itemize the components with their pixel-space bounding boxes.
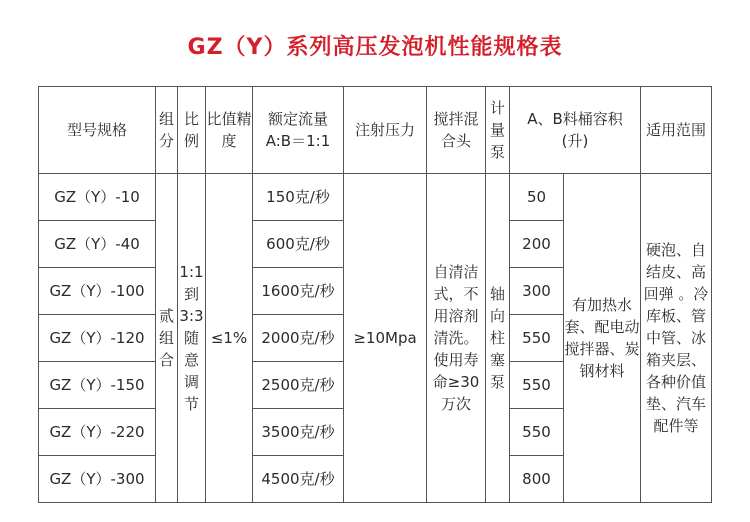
header-flow: 额定流量 A:B＝1:1 — [253, 87, 344, 174]
model-cell: GZ（Y）-10 — [39, 174, 156, 221]
header-ratio: 比 例 — [178, 87, 206, 174]
header-volume: A、B料桶容积 (升) — [510, 87, 641, 174]
header-mixer: 搅拌混 合头 — [427, 87, 486, 174]
flow-cell: 4500克/秒 — [253, 456, 344, 503]
flow-cell: 2500克/秒 — [253, 362, 344, 409]
model-cell: GZ（Y）-40 — [39, 221, 156, 268]
model-cell: GZ（Y）-220 — [39, 409, 156, 456]
volume-cell: 550 — [510, 409, 564, 456]
volume-cell: 800 — [510, 456, 564, 503]
header-group: 组 分 — [156, 87, 178, 174]
flow-cell: 2000克/秒 — [253, 315, 344, 362]
volume-cell: 200 — [510, 221, 564, 268]
model-cell: GZ（Y）-300 — [39, 456, 156, 503]
header-usage: 适用范围 — [641, 87, 712, 174]
model-cell: GZ（Y）-150 — [39, 362, 156, 409]
spec-table — [38, 86, 712, 503]
tank-note-cell: 有加热水 套、配电动 搅拌器、炭 钢材料 — [564, 174, 641, 503]
volume-cell: 300 — [510, 268, 564, 315]
model-cell: GZ（Y）-120 — [39, 315, 156, 362]
flow-cell: 150克/秒 — [253, 174, 344, 221]
usage-cell: 硬泡、自 结皮、高 回弹 。冷 库板、管 中管、冰 箱夹层、 各种价值 垫、汽车 配件等 — [641, 174, 712, 503]
header-pump: 计 量 泵 — [486, 87, 510, 174]
volume-cell: 550 — [510, 315, 564, 362]
model-cell: GZ（Y）-100 — [39, 268, 156, 315]
group-cell: 贰 组 合 — [156, 174, 178, 503]
volume-cell: 50 — [510, 174, 564, 221]
header-model: 型号规格 — [39, 87, 156, 174]
pump-cell: 轴 向 柱 塞 泵 — [486, 174, 510, 503]
flow-cell: 1600克/秒 — [253, 268, 344, 315]
volume-cell: 550 — [510, 362, 564, 409]
precision-cell: ≤1% — [206, 174, 253, 503]
page-title: GZ（Y）系列高压发泡机性能规格表 — [187, 35, 563, 60]
flow-cell: 600克/秒 — [253, 221, 344, 268]
ratio-cell: 1:1 到 3:3 随 意 调 节 — [178, 174, 206, 503]
pressure-cell: ≥10Mpa — [344, 174, 427, 503]
header-precision: 比值精 度 — [206, 87, 253, 174]
mixer-cell: 自清洁 式，不 用溶剂 清洗。 使用寿 命≥30 万次 — [427, 174, 486, 503]
table-row — [39, 174, 712, 221]
header-row — [39, 87, 712, 174]
flow-cell: 3500克/秒 — [253, 409, 344, 456]
header-pressure: 注射压力 — [344, 87, 427, 174]
